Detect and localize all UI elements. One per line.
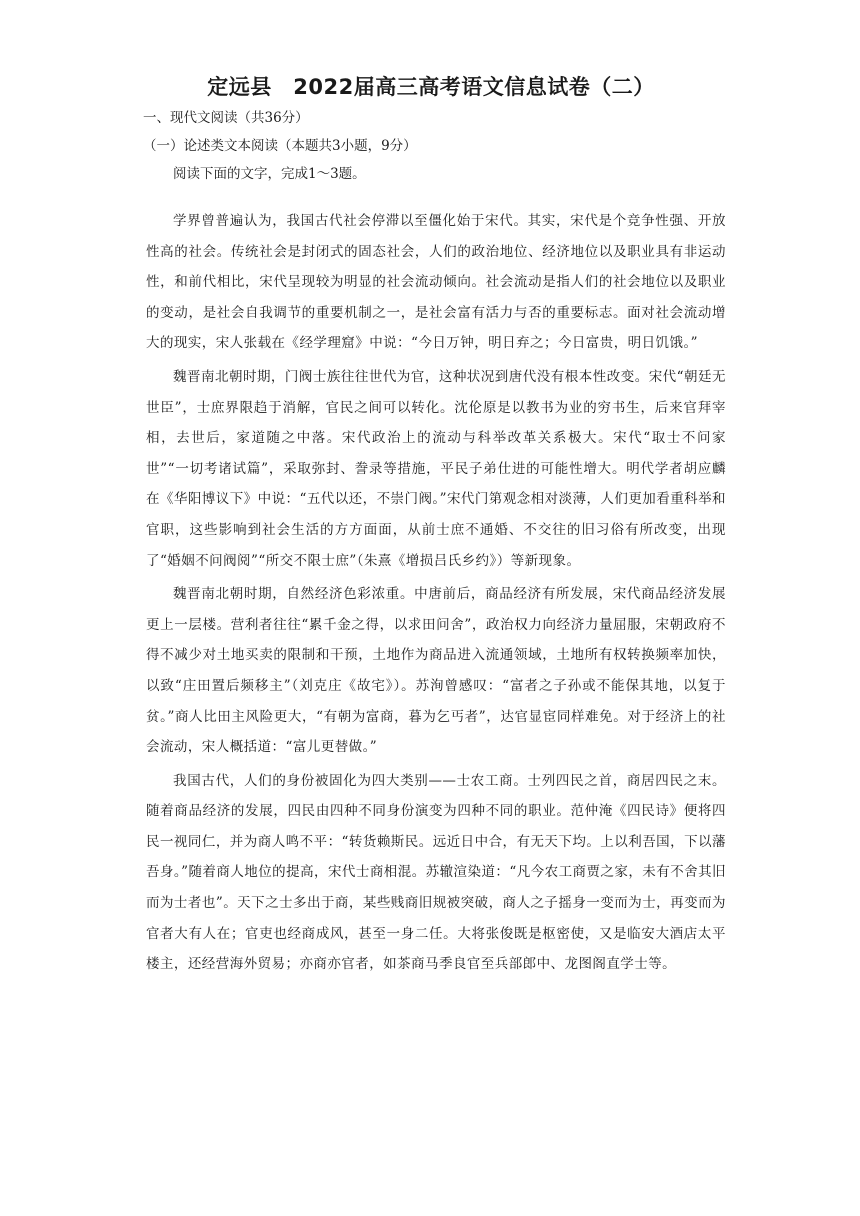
- paragraph-1: 学界曾普遍认为，我国古代社会停滞以至僵化始于宋代。其实，宋代是个竞争性强、开放性高的社会。传统社会是封闭式的固态社会，人们的政治地位、经济地位以及职业具有非运动性，和前代相比，宋代呈现较为明显的社会流动倾向。社会流动是指人们的社会地位以及职业的变动，是社会自我调节的重要机制之一，是社会富有活力与否的重要标志。面对社会流动增大的现实，宋人张载在《经学理窟》中说：“今日万钟，明日弃之；今日富贵，明日饥饿。”: [146, 213, 726, 352]
- paragraph-3: 魏晋南北朝时期，自然经济色彩浓重。中唐前后，商品经济有所发展，宋代商品经济发展更上一层楼。营利者往往“累千金之得，以求田问舍”，政治权力向经济力量屈服，宋朝政府不得不减少对土地买卖的限制和干预，土地作为商品进入流通领域，土地所有权转换频率加快，以致“庄田置后频移主”（刘克庄《故宅》）。苏洵曾感叹：“富者之子孙或不能保其地，以复于贫。”商人比田主风险更大，“有朝为富商，暮为乞丐者”，达官显宦同样难免。对于经济上的社会流动，宋人概括道：“富儿更替做。”: [146, 586, 726, 756]
- subsection-heading: （一）论述类文本阅读（本题共3小题，9分）: [143, 138, 417, 154]
- reading-instruction: 阅读下面的文字，完成1～3题。: [173, 166, 366, 182]
- paragraph-2: 魏晋南北朝时期，门阀士族往往世代为官，这种状况到唐代没有根本性改变。宋代“朝廷无世臣”，士庶界限趋于消解，官民之间可以转化。沈伦原是以教书为业的穷书生，后来官拜宰相，去世后，家道随之中落。宋代政治上的流动与科举改革关系极大。宋代“取士不问家世”“一切考诸试篇”，采取弥封、誊录等措施，平民子弟仕进的可能性增大。明代学者胡应麟在《华阳博议下》中说：“五代以还，不崇门阀。”宋代门第观念相对淡薄，人们更加看重科举和官职，这些影响到社会生活的方方面面，从前士庶不通婚、不交往的旧习俗有所改变，出现了“婚姻不问阀阅”“所交不限士庶”（朱熹《增损吕氏乡约》）等新现象。: [146, 368, 726, 569]
- exam-title: 定远县 2022届高三高考语文信息试卷（二）: [207, 75, 655, 99]
- paragraph-4: 我国古代，人们的身份被固化为四大类别——士农工商。士列四民之首，商居四民之末。随着商品经济的发展，四民由四种不同身份演变为四种不同的职业。范仲淹《四民诗》便将四民一视同仁，并为商人鸣不平：“转货赖斯民。远近日中合，有无天下均。上以利吾国，下以藩吾身。”随着商人地位的提高，宋代士商相混。苏辙渲染道：“凡今农工商贾之家，未有不舍其旧而为士者也”。天下之士多出于商，某些贱商旧规被突破，商人之子摇身一变而为士，再变而为官者大有人在；官吏也经商成风，甚至一身二任。大将张俊既是枢密使，又是临安大酒店太平楼主，还经营海外贸易；亦商亦官者，如茶商马季良官至兵部郎中、龙图阁直学士等。: [146, 772, 726, 973]
- section-heading: 一、现代文阅读（共36分）: [143, 110, 309, 126]
